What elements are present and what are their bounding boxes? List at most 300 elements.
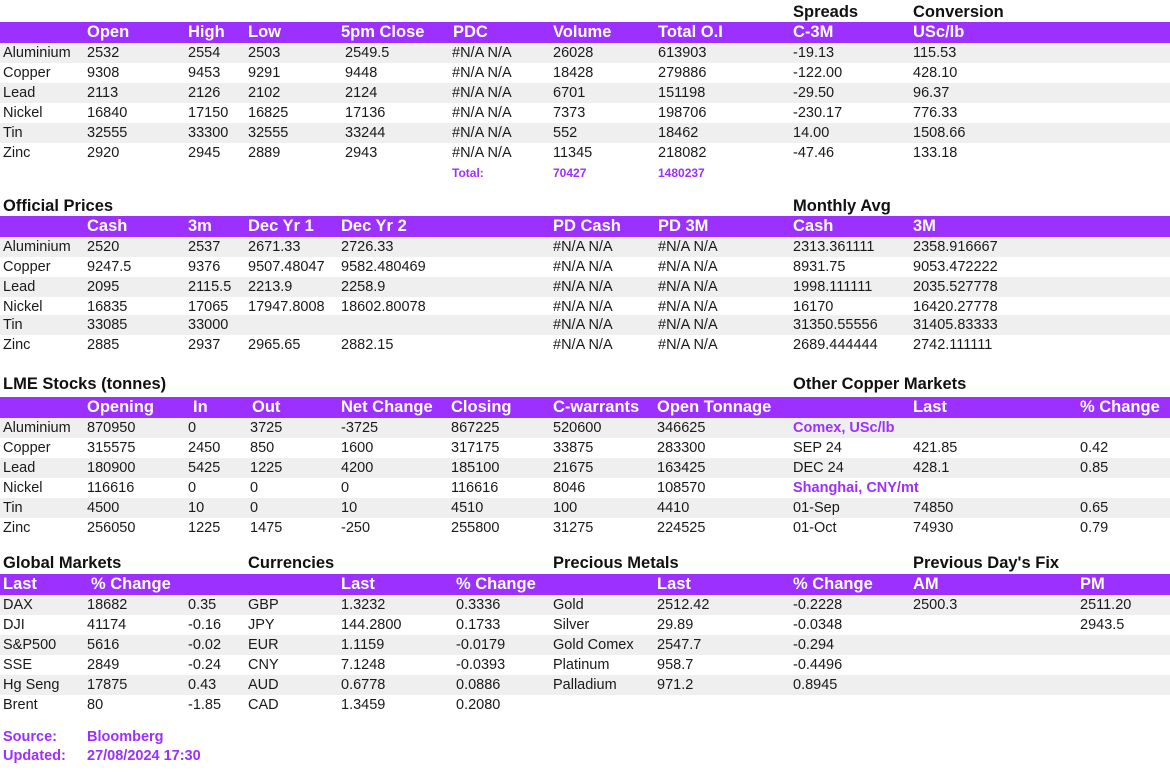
cash-value: 2095 (87, 279, 120, 295)
col-pdc: PDC (453, 23, 488, 41)
col-market-last: Last (3, 575, 37, 593)
3m-value: 17065 (188, 299, 229, 315)
close-value: 2549.5 (345, 45, 390, 61)
col-market-change: % Change (91, 575, 171, 593)
base-metal-row (0, 123, 1170, 143)
in-value: 0 (188, 480, 197, 496)
currency-change-value: -0.0393 (456, 657, 506, 673)
col-5pm-close: 5pm Close (341, 23, 425, 41)
net-change-value: 10 (341, 500, 358, 516)
close-value: 17136 (345, 105, 386, 121)
low-value: 16825 (248, 105, 289, 121)
open-tonnage-value: 108570 (657, 480, 706, 496)
c-warrants-value: 520600 (553, 420, 602, 436)
low-value: 2503 (248, 45, 281, 61)
volume-value: 7373 (553, 105, 586, 121)
closing-value: 317175 (451, 440, 500, 456)
lme-stocks-header (0, 397, 1170, 418)
opening-value: 256050 (87, 520, 136, 536)
avg-cash-value: 8931.75 (793, 259, 846, 275)
cash-value: 2520 (87, 239, 120, 255)
global-market-row (0, 695, 1170, 715)
out-value: 0 (250, 500, 259, 516)
precious-change-value: -0.294 (793, 637, 835, 653)
market-change-value: -0.24 (188, 657, 222, 673)
net-change-value: 0 (341, 480, 350, 496)
dec-yr2-value: 2258.9 (341, 279, 386, 295)
col-dec-yr-2: Dec Yr 2 (341, 217, 407, 235)
metal-name: Tin (3, 125, 23, 141)
base-metal-row (0, 143, 1170, 163)
market-last-value: 41174 (87, 617, 127, 633)
currency-last-value: 7.1248 (341, 657, 386, 673)
high-value: 2945 (188, 145, 221, 161)
market-name: S&P500 (3, 637, 57, 653)
high-value: 2126 (188, 85, 221, 101)
low-value: 2889 (248, 145, 281, 161)
currencies-title: Currencies (248, 554, 335, 572)
opening-value: 180900 (87, 460, 136, 476)
conversion-value: 133.18 (913, 145, 958, 161)
precious-change-value: -0.2228 (793, 597, 843, 613)
in-value: 5425 (188, 460, 221, 476)
col-total-oi: Total O.I (658, 23, 723, 41)
precious-metal-name: Silver (553, 617, 590, 633)
market-last-value: 18682 (87, 597, 128, 613)
avg-3m-value: 2742.111111 (913, 337, 993, 353)
pdc-value: #N/A N/A (452, 45, 512, 61)
market-name: SSE (3, 657, 33, 673)
market-change-value: 0.43 (188, 677, 217, 693)
open-tonnage-value: 283300 (657, 440, 706, 456)
copper-last-value: 421.85 (913, 440, 958, 456)
base-metal-row (0, 43, 1170, 63)
source-label: Source: (3, 729, 57, 745)
precious-metal-name: Gold (553, 597, 584, 613)
market-name: Hg Seng (3, 677, 60, 693)
copper-contract: 01-Oct (793, 520, 837, 536)
lme-stock-row (0, 518, 1170, 538)
net-change-value: 1600 (341, 440, 374, 456)
col-precious-change: % Change (793, 575, 873, 593)
volume-value: 11345 (553, 145, 593, 161)
out-value: 1475 (250, 520, 283, 536)
dec-yr1-value: 2671.33 (248, 239, 301, 255)
currency-change-value: 0.2080 (456, 697, 501, 713)
metal-name: Copper (3, 440, 51, 456)
col-usc-lb: USc/lb (913, 23, 965, 41)
col-high: High (188, 23, 225, 41)
avg-cash-value: 2689.444444 (793, 337, 878, 353)
copper-contract: SEP 24 (793, 440, 842, 456)
col-currency-change: % Change (456, 575, 536, 593)
copper-market-group: Comex, USc/lb (793, 420, 895, 436)
closing-value: 867225 (451, 420, 500, 436)
avg-3m-value: 16420.27778 (913, 299, 998, 315)
global-market-row (0, 595, 1170, 615)
closing-value: 185100 (451, 460, 500, 476)
metal-name: Aluminium (3, 239, 71, 255)
cash-value: 2885 (87, 337, 120, 353)
metal-name: Nickel (3, 480, 43, 496)
market-change-value: -0.02 (188, 637, 222, 653)
metal-name: Lead (3, 279, 36, 295)
conversion-value: 115.53 (913, 45, 957, 61)
3m-value: 9376 (188, 259, 221, 275)
updated-label: Updated: (3, 748, 66, 764)
lme-stock-row (0, 498, 1170, 518)
spread-value: -230.17 (793, 105, 843, 121)
oi-value: 218082 (658, 145, 707, 161)
official-prices-title: Official Prices (3, 197, 114, 215)
net-change-value: 4200 (341, 460, 374, 476)
col-copper-change: % Change (1080, 398, 1160, 416)
market-last-value: 2849 (87, 657, 120, 673)
pd-cash-value: #N/A N/A (553, 239, 613, 255)
fix-pm-value: 2943.5 (1080, 617, 1125, 633)
currency-code: AUD (248, 677, 279, 693)
market-name: DJI (3, 617, 25, 633)
cash-value: 33085 (87, 317, 128, 333)
3m-value: 2537 (188, 239, 221, 255)
currency-last-value: 1.1159 (341, 637, 385, 653)
copper-change-value: 0.42 (1080, 440, 1109, 456)
volume-value: 552 (553, 125, 578, 141)
precious-metal-name: Platinum (553, 657, 610, 673)
source-value: Bloomberg (87, 729, 164, 745)
total-volume: 70427 (553, 166, 587, 180)
oi-value: 198706 (658, 105, 707, 121)
market-change-value: -1.85 (188, 697, 222, 713)
in-value: 2450 (188, 440, 221, 456)
cash-value: 16835 (87, 299, 128, 315)
lme-stock-row (0, 438, 1170, 458)
currency-code: CNY (248, 657, 279, 673)
oi-value: 151198 (658, 85, 706, 101)
currency-code: GBP (248, 597, 279, 613)
global-market-row (0, 675, 1170, 695)
lme-stock-row (0, 458, 1170, 478)
official-prices-header (0, 216, 1170, 237)
closing-value: 255800 (451, 520, 500, 536)
col-pd-3m: PD 3M (658, 217, 709, 235)
pdc-value: #N/A N/A (452, 145, 512, 161)
precious-last-value: 971.2 (657, 677, 694, 693)
avg-3m-value: 31405.83333 (913, 317, 998, 333)
pd-3m-value: #N/A N/A (658, 337, 718, 353)
col-monthly-3m: 3M (913, 217, 936, 235)
copper-contract: 01-Sep (793, 500, 840, 516)
dec-yr1-value: 9507.48047 (248, 259, 325, 275)
avg-cash-value: 16170 (793, 299, 834, 315)
conversion-value: 96.37 (913, 85, 950, 101)
3m-value: 2115.5 (188, 279, 232, 295)
official-price-row (0, 335, 1170, 355)
avg-3m-value: 2358.916667 (913, 239, 998, 255)
dec-yr2-value: 2882.15 (341, 337, 394, 353)
precious-last-value: 29.89 (657, 617, 694, 633)
net-change-value: -250 (341, 520, 371, 536)
c-warrants-value: 100 (553, 500, 578, 516)
dec-yr2-value: 18602.80078 (341, 299, 426, 315)
metal-name: Nickel (3, 105, 43, 121)
close-value: 2124 (345, 85, 378, 101)
copper-last-value: 74930 (913, 520, 954, 536)
col-pd-cash: PD Cash (553, 217, 621, 235)
col-low: Low (248, 23, 281, 41)
open-value: 2113 (87, 85, 119, 101)
copper-contract: DEC 24 (793, 460, 844, 476)
open-value: 2532 (87, 45, 120, 61)
currency-last-value: 0.6778 (341, 677, 386, 693)
col-copper-last: Last (913, 398, 947, 416)
official-price-row (0, 277, 1170, 297)
in-value: 10 (188, 500, 205, 516)
pdc-value: #N/A N/A (452, 105, 512, 121)
precious-change-value: -0.0348 (793, 617, 843, 633)
closing-value: 4510 (451, 500, 484, 516)
col-c-warrants: C-warrants (553, 398, 640, 416)
col-out: Out (252, 398, 281, 416)
low-value: 32555 (248, 125, 289, 141)
metal-name: Zinc (3, 520, 31, 536)
close-value: 2943 (345, 145, 378, 161)
open-value: 9308 (87, 65, 120, 81)
open-value: 32555 (87, 125, 128, 141)
fix-am-value: 2500.3 (913, 597, 958, 613)
fix-pm-value: 2511.20 (1080, 597, 1132, 613)
updated-value: 27/08/2024 17:30 (87, 748, 201, 764)
open-tonnage-value: 4410 (657, 500, 690, 516)
col-opening: Opening (87, 398, 154, 416)
volume-value: 6701 (553, 85, 586, 101)
c-warrants-value: 33875 (553, 440, 594, 456)
precious-last-value: 2512.42 (657, 597, 710, 613)
market-name: DAX (3, 597, 33, 613)
net-change-value: -3725 (341, 420, 379, 436)
metal-name: Aluminium (3, 420, 71, 436)
global-markets-header (0, 574, 1170, 595)
base-metal-row (0, 103, 1170, 123)
pd-3m-value: #N/A N/A (658, 279, 718, 295)
metal-name: Lead (3, 460, 36, 476)
col-c-3m: C-3M (793, 23, 834, 41)
oi-value: 613903 (658, 45, 707, 61)
pd-3m-value: #N/A N/A (658, 299, 718, 315)
base-metal-row (0, 63, 1170, 83)
spreads-title: Spreads (793, 3, 859, 21)
col-net-change: Net Change (341, 398, 433, 416)
pd-cash-value: #N/A N/A (553, 259, 613, 275)
global-market-row (0, 615, 1170, 635)
high-value: 2554 (188, 45, 221, 61)
pdc-value: #N/A N/A (452, 65, 512, 81)
close-value: 9448 (345, 65, 378, 81)
metal-name: Tin (3, 317, 23, 333)
dec-yr2-value: 9582.480469 (341, 259, 426, 275)
currency-last-value: 144.2800 (341, 617, 402, 633)
avg-cash-value: 2313.361111 (793, 239, 875, 255)
precious-change-value: 0.8945 (793, 677, 838, 693)
out-value: 3725 (250, 420, 283, 436)
pdc-value: #N/A N/A (452, 85, 512, 101)
market-change-value: 0.35 (188, 597, 217, 613)
out-value: 1225 (250, 460, 283, 476)
oi-value: 18462 (658, 125, 699, 141)
base-metals-header (0, 22, 1170, 43)
c-warrants-value: 31275 (553, 520, 594, 536)
copper-change-value: 0.85 (1080, 460, 1109, 476)
col-precious-last: Last (657, 575, 691, 593)
conversion-value: 428.10 (913, 65, 958, 81)
pd-3m-value: #N/A N/A (658, 317, 718, 333)
market-change-value: -0.16 (188, 617, 222, 633)
col-currency-last: Last (341, 575, 375, 593)
col-fix-pm: PM (1080, 575, 1105, 593)
currency-change-value: 0.3336 (456, 597, 501, 613)
precious-change-value: -0.4496 (793, 657, 843, 673)
total-open-interest: 1480237 (658, 166, 705, 180)
pdc-value: #N/A N/A (452, 125, 512, 141)
market-last-value: 80 (87, 697, 104, 713)
market-last-value: 5616 (87, 637, 120, 653)
open-tonnage-value: 346625 (657, 420, 706, 436)
copper-last-value: 428.1 (913, 460, 950, 476)
pd-cash-value: #N/A N/A (553, 279, 613, 295)
high-value: 9453 (188, 65, 221, 81)
spread-value: -122.00 (793, 65, 843, 81)
closing-value: 116616 (451, 480, 499, 496)
col-3m: 3m (188, 217, 212, 235)
col-dec-yr-1: Dec Yr 1 (248, 217, 314, 235)
monthly-avg-title: Monthly Avg (793, 197, 891, 215)
avg-3m-value: 9053.472222 (913, 259, 998, 275)
pd-cash-value: #N/A N/A (553, 337, 613, 353)
currency-last-value: 1.3232 (341, 597, 386, 613)
col-open: Open (87, 23, 130, 41)
currency-change-value: 0.0886 (456, 677, 501, 693)
out-value: 0 (250, 480, 259, 496)
dec-yr1-value: 17947.8008 (248, 299, 325, 315)
global-market-row (0, 655, 1170, 675)
volume-value: 26028 (553, 45, 594, 61)
other-copper-title: Other Copper Markets (793, 375, 967, 393)
currency-change-value: -0.0179 (456, 637, 506, 653)
pd-3m-value: #N/A N/A (658, 239, 718, 255)
currency-change-value: 0.1733 (456, 617, 501, 633)
close-value: 33244 (345, 125, 386, 141)
metal-name: Nickel (3, 299, 43, 315)
spread-value: 14.00 (793, 125, 830, 141)
c-warrants-value: 21675 (553, 460, 594, 476)
pd-3m-value: #N/A N/A (658, 259, 718, 275)
market-last-value: 17875 (87, 677, 128, 693)
precious-last-value: 958.7 (657, 657, 694, 673)
official-price-row (0, 315, 1170, 335)
precious-last-value: 2547.7 (657, 637, 702, 653)
oi-value: 279886 (658, 65, 707, 81)
metal-name: Copper (3, 259, 51, 275)
metal-name: Aluminium (3, 45, 71, 61)
dec-yr1-value: 2965.65 (248, 337, 301, 353)
dec-yr1-value: 2213.9 (248, 279, 293, 295)
spread-value: -29.50 (793, 85, 835, 101)
global-market-row (0, 635, 1170, 655)
col-volume: Volume (553, 23, 612, 41)
currency-last-value: 1.3459 (341, 697, 386, 713)
col-monthly-cash: Cash (793, 217, 834, 235)
official-price-row (0, 257, 1170, 277)
col-open-tonnage: Open Tonnage (657, 398, 772, 416)
avg-cash-value: 31350.55556 (793, 317, 878, 333)
metal-name: Copper (3, 65, 51, 81)
market-name: Brent (3, 697, 38, 713)
currency-code: CAD (248, 697, 279, 713)
global-markets-title: Global Markets (3, 554, 122, 572)
low-value: 9291 (248, 65, 281, 81)
opening-value: 315575 (87, 440, 136, 456)
copper-last-value: 74850 (913, 500, 954, 516)
metal-name: Zinc (3, 337, 31, 353)
high-value: 17150 (188, 105, 229, 121)
metal-name: Lead (3, 85, 36, 101)
currency-code: EUR (248, 637, 279, 653)
precious-metals-title: Precious Metals (553, 554, 679, 572)
col-fix-am: AM (913, 575, 939, 593)
conversion-value: 1508.66 (913, 125, 966, 141)
volume-value: 18428 (553, 65, 594, 81)
pd-cash-value: #N/A N/A (553, 317, 613, 333)
base-metal-row (0, 83, 1170, 103)
lme-stock-row (0, 478, 1170, 498)
open-value: 2920 (87, 145, 120, 161)
open-tonnage-value: 224525 (657, 520, 706, 536)
col-in: In (193, 398, 208, 416)
opening-value: 116616 (87, 480, 135, 496)
metal-name: Zinc (3, 145, 31, 161)
opening-value: 4500 (87, 500, 120, 516)
metal-name: Tin (3, 500, 23, 516)
high-value: 33300 (188, 125, 229, 141)
copper-change-value: 0.65 (1080, 500, 1109, 516)
dec-yr2-value: 2726.33 (341, 239, 394, 255)
precious-metal-name: Palladium (553, 677, 617, 693)
opening-value: 870950 (87, 420, 136, 436)
conversion-value: 776.33 (913, 105, 958, 121)
out-value: 850 (250, 440, 275, 456)
total-label: Total: (452, 166, 484, 180)
avg-3m-value: 2035.527778 (913, 279, 998, 295)
in-value: 1225 (188, 520, 221, 536)
precious-metal-name: Gold Comex (553, 637, 634, 653)
official-price-row (0, 297, 1170, 317)
avg-cash-value: 1998.111111 (793, 279, 873, 295)
copper-market-group: Shanghai, CNY/mt (793, 480, 919, 496)
pd-cash-value: #N/A N/A (553, 299, 613, 315)
spread-value: -47.46 (793, 145, 835, 161)
3m-value: 2937 (188, 337, 221, 353)
official-price-row (0, 237, 1170, 257)
open-tonnage-value: 163425 (657, 460, 706, 476)
currency-code: JPY (248, 617, 275, 633)
in-value: 0 (188, 420, 197, 436)
conversion-title: Conversion (913, 3, 1004, 21)
previous-fix-title: Previous Day's Fix (913, 554, 1060, 572)
3m-value: 33000 (188, 317, 229, 333)
low-value: 2102 (248, 85, 281, 101)
lme-stocks-title: LME Stocks (tonnes) (3, 375, 167, 393)
col-closing: Closing (451, 398, 512, 416)
